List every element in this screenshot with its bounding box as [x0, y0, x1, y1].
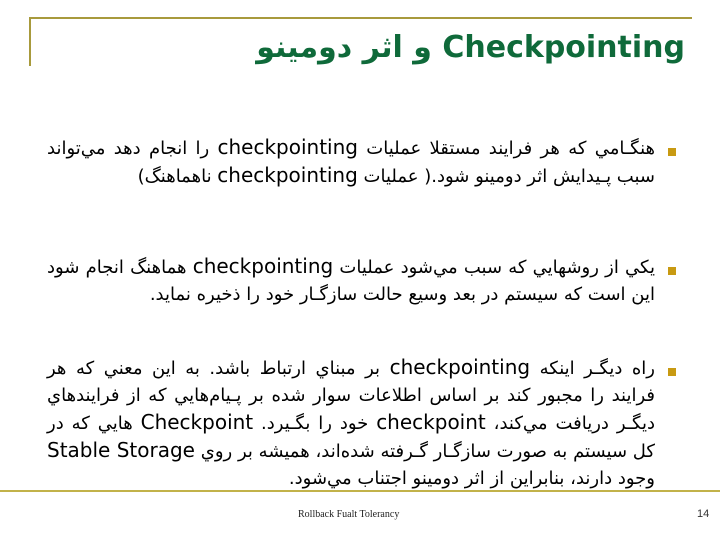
bullet-3-text: هايي كه در كل سيستم به صورت سازگـار گـرفته شده‌اند، هميشه بر روي: [47, 413, 656, 462]
bullet-3-term: Stable Storage: [47, 438, 195, 462]
page-number: 14: [697, 508, 710, 520]
bullet-2-term: checkpointing: [192, 254, 334, 278]
bullet-3-text: خود را بگـيرد.: [253, 413, 377, 434]
bullet-3-text: بر مبناي ارتباط باشد. به اين معني كه هر فرايند را مجبور كند بر اساس اطلاعات سوار شده بر پـيام‌هايي كه از فرايندهاي ديگـر دريافت مي‌كند،: [47, 358, 655, 434]
bullet-marker-icon: [668, 368, 676, 376]
bullet-3-text: راه ديگـر اينكه: [530, 358, 655, 379]
bullet-1-term: checkpointing: [217, 135, 358, 159]
bullet-marker-icon: [668, 148, 676, 156]
bullet-1-text: را انجام دهد مي‌تواند سبب پـيدايش اثر دومينو شود.( عمليات: [47, 138, 655, 187]
slide-title-latin: Checkpointing: [442, 30, 685, 65]
title-frame-left-line: [29, 17, 31, 66]
bullet-2-text: هماهنگ انجام شود اين است كه سيستم در بعد وسيع حالت سازگـار خود را ذخيره نمايد.: [47, 257, 655, 305]
slide-title-persian: و اثر دومينو: [256, 30, 432, 65]
bullet-marker-icon: [668, 267, 676, 275]
bullet-2-text: يكي از روشهايي كه سبب مي‌شود عمليات: [333, 257, 655, 278]
bullet-1-text: ناهماهنگ): [137, 166, 218, 187]
footer-divider-line: [0, 490, 720, 492]
bullet-3-term: Checkpoint: [140, 410, 254, 434]
bullet-3-term: checkpointing: [389, 355, 531, 379]
bullet-3-term: checkpoint: [376, 410, 486, 434]
bullet-1-text: هنگـامي كه هر فرايند مستقلا عمليات: [357, 138, 655, 159]
bullet-3-text: وجود دارند، بنابراين از اثر دومينو اجتناب مي‌شود.: [288, 468, 655, 489]
bullet-paragraph-3: [47, 354, 655, 492]
bullet-1-term: checkpointing: [217, 163, 358, 187]
title-frame-top-line: [29, 17, 692, 19]
bullet-paragraph-1: [47, 134, 655, 190]
slide-title: [256, 28, 685, 68]
bullet-paragraph-2: [47, 253, 655, 308]
footer-caption: Rollback Fualt Tolerancy: [298, 509, 400, 520]
